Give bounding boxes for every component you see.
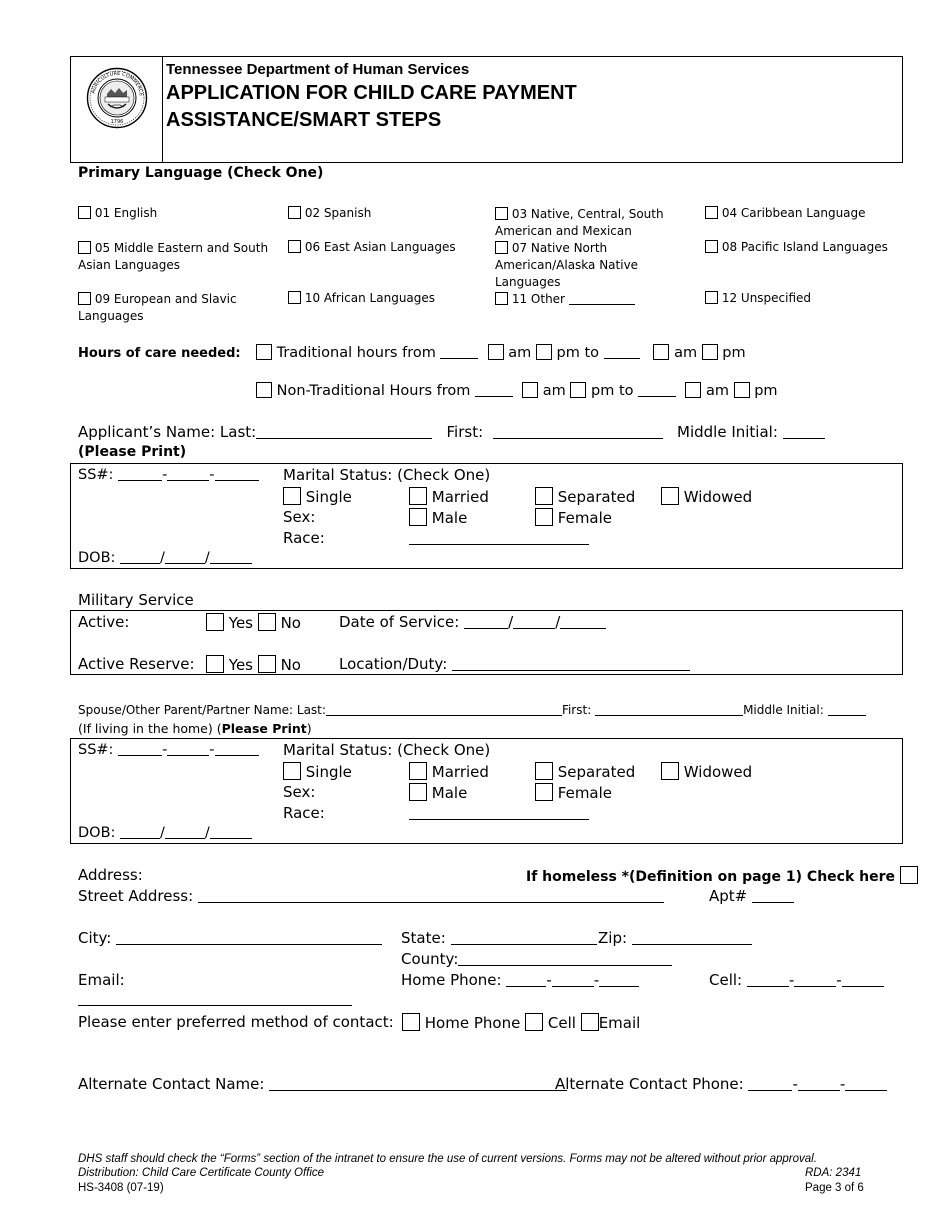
form-title-line1: APPLICATION FOR CHILD CARE PAYMENT	[166, 82, 577, 104]
home-phone-checkbox[interactable]	[402, 1013, 420, 1031]
last-name-field[interactable]	[256, 425, 432, 439]
reserve-options: Yes No	[206, 655, 301, 674]
spouse-first-name-field[interactable]	[595, 704, 743, 716]
from-time-field[interactable]	[475, 383, 513, 397]
homeless-checkbox[interactable]	[900, 866, 918, 884]
location-duty: Location/Duty:	[339, 655, 690, 673]
language-option[interactable]: 03 Native, Central, South American and Mexican	[495, 207, 664, 238]
footer-page-number: Page 3 of 6	[805, 1182, 864, 1194]
email-checkbox[interactable]	[581, 1013, 599, 1031]
contact-method-options: Home Phone Cell Email	[402, 1013, 640, 1032]
language-option[interactable]: 05 Middle Eastern and South Asian Languages	[78, 241, 269, 272]
ss-field-3[interactable]	[215, 467, 259, 481]
ss-field-2[interactable]	[167, 467, 209, 481]
phone-area-field[interactable]	[506, 973, 546, 987]
am-checkbox[interactable]	[653, 344, 669, 360]
county-field[interactable]	[458, 952, 672, 966]
spouse-option-single[interactable]: Single	[283, 762, 352, 781]
cell-area-field[interactable]	[747, 973, 789, 987]
checkbox[interactable]	[705, 206, 718, 219]
from-time-field[interactable]	[440, 345, 478, 359]
language-option[interactable]: 07 Native North American/Alaska Native Languages	[495, 241, 639, 289]
spouse-option-married[interactable]: Married	[409, 762, 489, 781]
cell-row: Cell: - -	[709, 971, 884, 989]
spouse-option-male[interactable]: Male	[409, 783, 467, 802]
option-separated[interactable]: Separated	[535, 487, 635, 506]
checkbox[interactable]	[283, 762, 301, 780]
reserve-no-checkbox[interactable]	[258, 655, 276, 673]
language-option[interactable]: 09 European and Slavic Languages	[78, 292, 237, 323]
phone-line-field[interactable]	[599, 973, 639, 987]
footer-notice: DHS staff should check the “Forms” section of the intranet to ensure the use of current versions. Forms may not be altered without prior approval.	[78, 1153, 817, 1165]
dob-day-field[interactable]	[165, 825, 205, 839]
dob-day-field[interactable]	[165, 550, 205, 564]
checkbox[interactable]	[409, 783, 427, 801]
hours-label: Hours of care needed:	[78, 346, 241, 361]
contact-method-label: Please enter preferred method of contact:	[78, 1013, 394, 1031]
state-field[interactable]	[451, 931, 597, 945]
spouse-dob: DOB: / /	[78, 825, 252, 841]
language-option[interactable]: 01 English	[78, 206, 157, 220]
am-checkbox[interactable]	[488, 344, 504, 360]
option-single[interactable]: Single	[283, 487, 352, 506]
dob-year-field[interactable]	[210, 550, 252, 564]
phone-prefix-field[interactable]	[552, 973, 594, 987]
race-label: Race:	[283, 529, 325, 547]
option-female[interactable]: Female	[535, 508, 612, 527]
city-row: City:	[78, 929, 382, 947]
city-field[interactable]	[116, 931, 382, 945]
alt-phone-prefix-field[interactable]	[798, 1077, 840, 1091]
non-traditional-checkbox[interactable]	[256, 382, 272, 398]
spouse-option-widowed[interactable]: Widowed	[661, 762, 752, 781]
seal-year: 1796	[110, 119, 124, 125]
language-option[interactable]: 08 Pacific Island Languages	[705, 240, 888, 254]
ss-field-2[interactable]	[167, 742, 209, 756]
alternate-contact-row: Alternate Contact Name:	[78, 1075, 567, 1093]
ss-field-1[interactable]	[118, 467, 162, 481]
checkbox[interactable]	[283, 487, 301, 505]
pm-checkbox[interactable]	[734, 382, 750, 398]
checkbox[interactable]	[78, 292, 91, 305]
spouse-option-female[interactable]: Female	[535, 783, 612, 802]
other-language-field[interactable]	[569, 291, 635, 305]
address-label: Address:	[78, 866, 143, 884]
please-print-note: (Please Print)	[78, 444, 187, 460]
checkbox[interactable]	[495, 241, 508, 254]
active-yes-checkbox[interactable]	[206, 613, 224, 631]
applicant-dob: DOB: / /	[78, 550, 252, 566]
am-checkbox[interactable]	[522, 382, 538, 398]
seal-text: AGRICULTURE COMMERCE	[90, 70, 144, 97]
language-option[interactable]: 11 Other	[495, 291, 635, 306]
checkbox[interactable]	[288, 240, 301, 253]
checkbox[interactable]	[535, 508, 553, 526]
reserve-yes-checkbox[interactable]	[206, 655, 224, 673]
service-month-field[interactable]	[464, 615, 508, 629]
checkbox[interactable]	[535, 762, 553, 780]
zip-field[interactable]	[632, 931, 752, 945]
service-day-field[interactable]	[513, 615, 555, 629]
language-option[interactable]: 04 Caribbean Language	[705, 206, 866, 220]
checkbox[interactable]	[78, 241, 91, 254]
middle-initial-field[interactable]	[783, 425, 825, 439]
checkbox[interactable]	[661, 762, 679, 780]
cell-prefix-field[interactable]	[794, 973, 836, 987]
am-checkbox[interactable]	[685, 382, 701, 398]
department-name: Tennessee Department of Human Services	[166, 61, 470, 78]
location-field[interactable]	[452, 657, 690, 671]
language-option[interactable]: 06 East Asian Languages	[288, 240, 456, 254]
tennessee-seal-icon	[86, 67, 148, 129]
checkbox[interactable]	[495, 207, 508, 220]
spouse-last-name-field[interactable]	[326, 704, 562, 716]
cell-line-field[interactable]	[842, 973, 884, 987]
spouse-race-field[interactable]	[409, 806, 589, 820]
checkbox[interactable]	[661, 487, 679, 505]
first-name-field[interactable]	[493, 425, 663, 439]
option-married[interactable]: Married	[409, 487, 489, 506]
footer-form-number: HS-3408 (07-19)	[78, 1182, 164, 1194]
spouse-ss: SS#: - -	[78, 742, 259, 758]
cell-checkbox[interactable]	[525, 1013, 543, 1031]
sex-label: Sex:	[283, 508, 316, 526]
street-address-row: Street Address:	[78, 887, 664, 905]
ss-field-1[interactable]	[118, 742, 162, 756]
applicant-name-row: Applicant’s Name: Last: First: Middle Initial:	[78, 423, 825, 441]
race-field[interactable]	[409, 531, 589, 545]
non-traditional-hours-row: Non-Traditional Hours from am pm to am pm	[256, 382, 778, 399]
checkbox[interactable]	[705, 291, 718, 304]
ss-field-3[interactable]	[215, 742, 259, 756]
checkbox[interactable]	[409, 508, 427, 526]
spouse-race-label: Race:	[283, 804, 325, 822]
traditional-hours-row: Traditional hours from am pm to am pm	[256, 344, 746, 361]
traditional-checkbox[interactable]	[256, 344, 272, 360]
alt-phone-line-field[interactable]	[845, 1077, 887, 1091]
active-no-checkbox[interactable]	[258, 613, 276, 631]
dob-month-field[interactable]	[120, 825, 160, 839]
spouse-name-row: Spouse/Other Parent/Partner Name: Last: First: Middle Initial:	[78, 703, 866, 717]
home-phone-row: Home Phone: - -	[401, 971, 639, 989]
spouse-note: (If living in the home) (Please Print)	[78, 721, 312, 736]
option-widowed[interactable]: Widowed	[661, 487, 752, 506]
pm-checkbox[interactable]	[536, 344, 552, 360]
option-male[interactable]: Male	[409, 508, 467, 527]
language-option[interactable]: 02 Spanish	[288, 206, 371, 220]
checkbox[interactable]	[535, 783, 553, 801]
footer-distribution: Distribution: Child Care Certificate County Office	[78, 1167, 325, 1179]
homeless-row: If homeless *(Definition on page 1) Check here	[526, 866, 918, 885]
applicant-ss: SS#: - -	[78, 467, 259, 483]
footer-rda: RDA: 2341	[805, 1167, 862, 1179]
dob-month-field[interactable]	[120, 550, 160, 564]
to-time-field[interactable]	[638, 383, 676, 397]
email-field[interactable]	[78, 992, 352, 1006]
spouse-middle-initial-field[interactable]	[828, 704, 866, 716]
street-address-field[interactable]	[198, 889, 664, 903]
reserve-label: Active Reserve:	[78, 655, 195, 673]
checkbox[interactable]	[288, 291, 301, 304]
language-option[interactable]: 10 African Languages	[288, 291, 435, 305]
checkbox[interactable]	[409, 762, 427, 780]
language-option[interactable]: 12 Unspecified	[705, 291, 811, 305]
checkbox[interactable]	[78, 206, 91, 219]
checkbox[interactable]	[288, 206, 301, 219]
date-of-service: Date of Service: / /	[339, 613, 606, 631]
alternate-name-field[interactable]	[269, 1077, 567, 1091]
zip-row: Zip:	[598, 929, 752, 947]
email-label: Email:	[78, 971, 125, 989]
to-time-field[interactable]	[604, 345, 640, 359]
checkbox[interactable]	[705, 240, 718, 253]
language-heading: Primary Language (Check One)	[78, 165, 324, 181]
county-row: County:	[401, 950, 672, 968]
alt-phone-area-field[interactable]	[748, 1077, 792, 1091]
spouse-option-separated[interactable]: Separated	[535, 762, 635, 781]
active-options: Yes No	[206, 613, 301, 632]
pm-checkbox[interactable]	[570, 382, 586, 398]
checkbox[interactable]	[409, 487, 427, 505]
checkbox[interactable]	[535, 487, 553, 505]
dob-year-field[interactable]	[210, 825, 252, 839]
pm-checkbox[interactable]	[702, 344, 718, 360]
marital-status-label: Marital Status: (Check One)	[283, 466, 491, 484]
service-year-field[interactable]	[560, 615, 606, 629]
form-title-line2: ASSISTANCE/SMART STEPS	[166, 109, 442, 131]
spouse-sex-label: Sex:	[283, 783, 316, 801]
alternate-phone-row: Alternate Contact Phone: - -	[555, 1075, 887, 1093]
active-label: Active:	[78, 613, 130, 631]
spouse-marital-status-label: Marital Status: (Check One)	[283, 741, 491, 759]
apt-field[interactable]	[752, 889, 794, 903]
apt-row: Apt#	[709, 887, 794, 905]
checkbox[interactable]	[495, 292, 508, 305]
state-row: State:	[401, 929, 597, 947]
military-heading: Military Service	[78, 591, 194, 609]
